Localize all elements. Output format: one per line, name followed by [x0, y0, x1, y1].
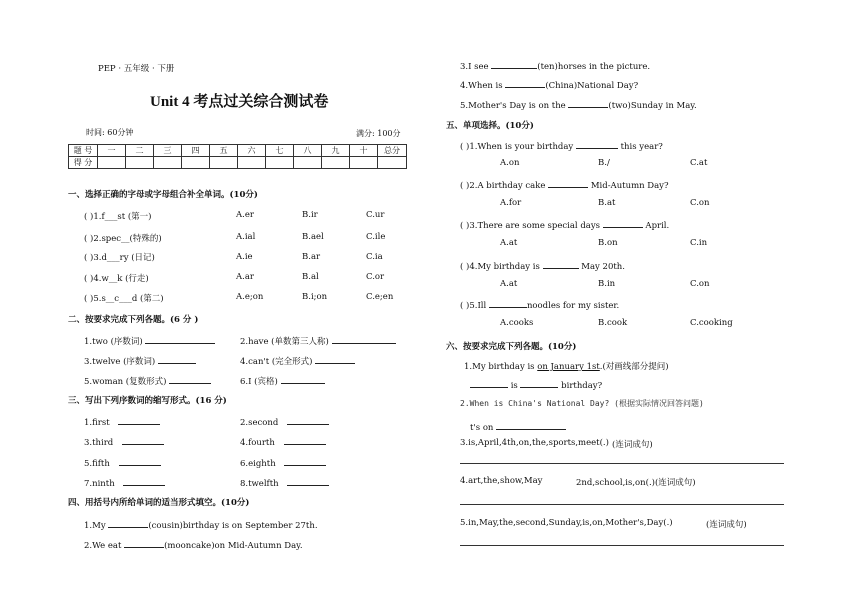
score-cell: 总分	[378, 145, 407, 157]
option-a[interactable]: A.on	[500, 158, 520, 168]
option-c[interactable]: C.cooking	[690, 318, 733, 328]
score-cell: 二	[126, 145, 154, 157]
option-b[interactable]: B.on	[598, 238, 618, 248]
question-text: April.	[642, 221, 670, 231]
question-text: 3.I see	[460, 62, 492, 72]
option-b: B.i;on	[302, 292, 328, 302]
option-c: C.ur	[366, 210, 385, 220]
question-text: .(对画线部分提问)	[599, 362, 669, 372]
question-text: 1.first	[84, 418, 110, 428]
option-b[interactable]: B./	[598, 158, 610, 168]
section-1-title: 一、选择正确的字母或字母组合补全单词。(10分)	[68, 190, 258, 200]
question-text: (mooncake)on Mid-Autumn Day.	[164, 541, 303, 551]
score-cell: 一	[98, 145, 126, 157]
answer-blank[interactable]	[315, 354, 355, 364]
option-b: B.ir	[302, 210, 318, 220]
answer-blank[interactable]	[281, 374, 325, 384]
question-text: 4.fourth	[240, 438, 275, 448]
score-cell: 八	[294, 145, 322, 157]
option-a[interactable]: A.for	[500, 198, 522, 208]
question-text: 4.When is	[460, 81, 506, 91]
question-text: ( )5.Ill	[460, 301, 489, 311]
answer-blank[interactable]	[491, 59, 537, 69]
option-c: C.ile	[366, 232, 386, 242]
question-text: 8.twelfth	[240, 479, 279, 489]
answer-line[interactable]	[460, 463, 784, 464]
option-c[interactable]: C.at	[690, 158, 708, 168]
score-cell: 六	[238, 145, 266, 157]
time-limit: 时间: 60分钟	[86, 128, 134, 137]
answer-blank[interactable]	[124, 538, 164, 548]
option-b: B.ael	[302, 232, 324, 242]
answer-blank[interactable]	[119, 456, 161, 466]
question-text: (China)National Day?	[545, 81, 639, 91]
option-c[interactable]: C.on	[690, 279, 710, 289]
question-text: 2.have (单数第三人称)	[240, 337, 329, 347]
score-input[interactable]	[294, 157, 322, 169]
answer-blank[interactable]	[108, 518, 148, 528]
option-c[interactable]: C.in	[690, 238, 708, 248]
question-text: 1.two (序数词)	[84, 337, 143, 347]
option-a: A.ial	[236, 232, 256, 242]
question-text[interactable]: ( )4.w__k (行走)	[84, 274, 149, 284]
option-a: A.er	[236, 210, 254, 220]
score-cell: 九	[322, 145, 350, 157]
question-text: May 20th.	[578, 262, 625, 272]
answer-blank[interactable]	[123, 476, 165, 486]
question-text: 3.twelve (序数词)	[84, 357, 156, 367]
section-4-title: 四、用括号内所给单词的适当形式填空。(10分)	[68, 498, 250, 508]
answer-blank[interactable]	[603, 218, 643, 228]
option-b: B.al	[302, 272, 319, 282]
answer-blank[interactable]	[287, 415, 329, 425]
section-2-title: 二、按要求完成下列各题。(6 分 )	[68, 315, 199, 325]
score-table	[68, 144, 407, 169]
answer-blank[interactable]	[489, 298, 527, 308]
answer-line[interactable]	[460, 504, 784, 505]
question-hint: (连词成句)	[612, 440, 653, 450]
score-table-score-row	[69, 157, 407, 169]
score-input[interactable]	[98, 157, 126, 169]
score-cell: 题 号	[69, 145, 98, 157]
question-text: 2nd,school,is,on(.)(连词成句)	[576, 478, 696, 488]
option-a: A.ar	[236, 272, 254, 282]
question-text[interactable]: ( )3.d___ry (日记)	[84, 253, 155, 263]
question-text: noodles for my sister.	[526, 301, 620, 311]
option-a[interactable]: A.cooks	[500, 318, 534, 328]
question-text: 1.My birthday is	[464, 362, 538, 372]
option-b[interactable]: B.cook	[598, 318, 628, 328]
question-text: t's on	[470, 423, 497, 433]
answer-line[interactable]	[460, 545, 784, 546]
answer-blank[interactable]	[332, 334, 396, 344]
answer-blank[interactable]	[568, 98, 608, 108]
question-text: (ten)horses in the picture.	[537, 62, 651, 72]
question-text: 3.third	[84, 438, 114, 448]
score-input[interactable]	[350, 157, 378, 169]
question-text: 5.fifth	[84, 459, 110, 469]
score-cell: 十	[350, 145, 378, 157]
section-5-title: 五、单项选择。(10分)	[446, 121, 534, 131]
page-title: Unit 4 考点过关综合测试卷	[150, 94, 329, 110]
question-text: ( )2.A birthday cake	[460, 181, 549, 191]
option-b[interactable]: B.in	[598, 279, 616, 289]
question-hint: (连词成句)	[706, 520, 747, 530]
score-input[interactable]	[126, 157, 154, 169]
full-score: 满分: 100分	[356, 129, 401, 138]
answer-blank[interactable]	[287, 476, 329, 486]
score-cell: 七	[266, 145, 294, 157]
option-a: A.ie	[236, 252, 253, 262]
question-text: 2.When is China's National Day? (根据实际情况回答问题)	[460, 399, 704, 408]
option-b[interactable]: B.at	[598, 198, 616, 208]
question-text: 6.eighth	[240, 459, 276, 469]
question-text: 4.can't (完全形式)	[240, 357, 313, 367]
underlined-phrase: on January 1st	[537, 362, 600, 372]
answer-blank[interactable]	[158, 354, 196, 364]
answer-blank[interactable]	[470, 378, 508, 388]
answer-blank[interactable]	[576, 139, 618, 149]
question-text: this year?	[617, 142, 663, 152]
score-cell: 四	[182, 145, 210, 157]
answer-blank[interactable]	[543, 259, 579, 269]
question-text: ( )4.My birthday is	[460, 262, 543, 272]
question-text: is	[508, 381, 521, 391]
question-text: (cousin)birthday is on September 27th.	[148, 521, 318, 531]
answer-blank[interactable]	[122, 435, 164, 445]
question-text: ( )1.When is your birthday	[460, 142, 576, 152]
section-3-title: 三、写出下列序数词的缩写形式。(16 分)	[68, 396, 227, 406]
score-input[interactable]	[182, 157, 210, 169]
answer-blank[interactable]	[284, 456, 326, 466]
section-6-title: 六、按要求完成下列各题。(10分)	[446, 342, 577, 352]
option-c: C.or	[366, 272, 385, 282]
score-cell: 三	[154, 145, 182, 157]
question-text: 5.woman (复数形式)	[84, 377, 167, 387]
score-input[interactable]	[154, 157, 182, 169]
option-b: B.ar	[302, 252, 321, 262]
option-a[interactable]: A.at	[500, 238, 518, 248]
question-text: birthday?	[558, 381, 603, 391]
score-input[interactable]	[210, 157, 238, 169]
score-cell: 五	[210, 145, 238, 157]
answer-blank[interactable]	[145, 334, 215, 344]
question-text: 4.art,the,show,May	[460, 476, 543, 486]
question-text: ( )3.There are some special days	[460, 221, 603, 231]
answer-blank[interactable]	[548, 178, 588, 188]
header-text: PEP · 五年级 · 下册	[98, 64, 175, 74]
answer-blank[interactable]	[169, 374, 211, 384]
option-a: A.e;on	[236, 292, 264, 302]
option-c: C.ia	[366, 252, 383, 262]
option-a[interactable]: A.at	[500, 279, 518, 289]
option-c[interactable]: C.on	[690, 198, 710, 208]
question-text[interactable]: ( )5.s__c___d (第二)	[84, 294, 164, 304]
score-input[interactable]	[266, 157, 294, 169]
question-text[interactable]: ( )2.spec__(特殊的)	[84, 234, 162, 244]
question-text: 2.We eat	[84, 541, 125, 551]
question-text: 2.second	[240, 418, 279, 428]
question-text: 1.My	[84, 521, 109, 531]
score-cell: 得 分	[69, 157, 98, 169]
question-text[interactable]: ( )1.f___st (第一)	[84, 212, 152, 222]
score-input[interactable]	[322, 157, 350, 169]
score-table-header-row	[69, 145, 407, 157]
answer-blank[interactable]	[505, 78, 545, 88]
answer-blank[interactable]	[284, 435, 326, 445]
score-input[interactable]	[378, 157, 407, 169]
answer-blank[interactable]	[496, 420, 566, 430]
score-input[interactable]	[238, 157, 266, 169]
question-text: 3.is,April,4th,on,the,sports,meet(.)	[460, 438, 609, 448]
question-text: 5.in,May,the,second,Sunday,is,on,Mother's,Day(.)	[460, 518, 673, 528]
question-text: 6.I (宾格)	[240, 377, 278, 387]
answer-blank[interactable]	[118, 415, 160, 425]
question-text: 7.ninth	[84, 479, 115, 489]
option-c: C.e;en	[366, 292, 394, 302]
question-text: Mid-Autumn Day?	[588, 181, 669, 191]
answer-blank[interactable]	[520, 378, 558, 388]
question-text: 5.Mother's Day is on the	[460, 101, 569, 111]
question-text: (two)Sunday in May.	[608, 101, 697, 111]
